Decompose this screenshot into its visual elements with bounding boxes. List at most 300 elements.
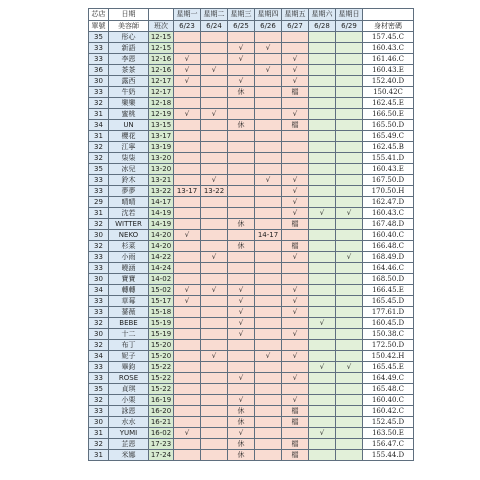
- table-row: [89, 186, 414, 197]
- body-measurement: 166.50.E: [363, 109, 414, 120]
- body-measurement: 166.48.C: [363, 241, 414, 252]
- day-cell: [201, 54, 228, 65]
- staff-number: 33: [89, 87, 109, 98]
- day-cell: 休: [228, 406, 255, 417]
- day-cell: [228, 384, 255, 395]
- body-measurement: 157.45.C: [363, 32, 414, 43]
- day-cell: [255, 384, 282, 395]
- day-cell: [336, 131, 363, 142]
- day-cell: [282, 230, 309, 241]
- staff-name: 茶茶: [109, 65, 149, 76]
- shift-time: 14-22: [149, 252, 174, 263]
- body-measurement: 152.40.D: [363, 76, 414, 87]
- staff-number: 35: [89, 164, 109, 175]
- day-cell: [255, 395, 282, 406]
- day-cell: [309, 285, 336, 296]
- body-measurement: 161.46.C: [363, 54, 414, 65]
- header-blank: [149, 9, 174, 21]
- staff-number: 32: [89, 241, 109, 252]
- day-cell: [255, 32, 282, 43]
- day-cell: [201, 384, 228, 395]
- shift-time: 12-19: [149, 109, 174, 120]
- day-cell: √: [174, 54, 201, 65]
- day-cell: √: [282, 109, 309, 120]
- day-cell: 檔: [282, 406, 309, 417]
- day-cell: [336, 142, 363, 153]
- day-cell: [228, 263, 255, 274]
- day-cell: 14-17: [255, 230, 282, 241]
- staff-number: 32: [89, 439, 109, 450]
- day-cell: [255, 142, 282, 153]
- day-cell: √: [174, 230, 201, 241]
- day-cell: [336, 32, 363, 43]
- staff-number: 32: [89, 142, 109, 153]
- shift-time: 13-19: [149, 142, 174, 153]
- day-cell: [174, 252, 201, 263]
- day-cell: 檔: [282, 219, 309, 230]
- day-cell: [228, 164, 255, 175]
- day-cell: [309, 65, 336, 76]
- day-cell: [282, 153, 309, 164]
- day-cell: √: [228, 307, 255, 318]
- shift-time: 14-19: [149, 219, 174, 230]
- shift-time: 15-20: [149, 351, 174, 362]
- day-cell: √: [201, 65, 228, 76]
- day-cell: [255, 98, 282, 109]
- day-cell: [228, 142, 255, 153]
- body-measurement: 160.45.D: [363, 318, 414, 329]
- table-row: [89, 197, 414, 208]
- staff-number: 36: [89, 65, 109, 76]
- day-cell: [255, 252, 282, 263]
- day-cell: [336, 65, 363, 76]
- staff-number: 32: [89, 153, 109, 164]
- day-cell: √: [282, 65, 309, 76]
- shift-time: 15-22: [149, 362, 174, 373]
- day-cell: [228, 131, 255, 142]
- table-row: [89, 428, 414, 439]
- staff-number: 32: [89, 318, 109, 329]
- day-cell: [255, 120, 282, 131]
- day-cell: [282, 131, 309, 142]
- day-cell: [336, 54, 363, 65]
- staff-name: 櫻花: [109, 131, 149, 142]
- day-cell: [309, 439, 336, 450]
- day-cell: [336, 164, 363, 175]
- table-row: [89, 340, 414, 351]
- header-date-row: [89, 21, 414, 32]
- day-cell: [255, 406, 282, 417]
- day-cell: √: [201, 175, 228, 186]
- day-cell: [255, 450, 282, 461]
- day-cell: √: [336, 362, 363, 373]
- day-cell: 休: [228, 450, 255, 461]
- body-measurement: 170.50.H: [363, 186, 414, 197]
- day-cell: √: [336, 252, 363, 263]
- day-cell: 檔: [282, 120, 309, 131]
- day-cell: [255, 318, 282, 329]
- day-cell: [255, 131, 282, 142]
- day-cell: √: [228, 76, 255, 87]
- day-cell: [282, 384, 309, 395]
- table-row: [89, 98, 414, 109]
- body-measurement: 168.49.D: [363, 252, 414, 263]
- body-measurement: 160.40.C: [363, 395, 414, 406]
- weekday-tue: 星期二: [201, 9, 228, 21]
- day-cell: [336, 76, 363, 87]
- body-measurement: 162.47.D: [363, 197, 414, 208]
- body-measurement: 165.45.D: [363, 296, 414, 307]
- body-measurement: 164.49.C: [363, 373, 414, 384]
- day-cell: [201, 87, 228, 98]
- day-cell: [309, 43, 336, 54]
- staff-number: 33: [89, 252, 109, 263]
- day-cell: [336, 87, 363, 98]
- day-cell: [201, 98, 228, 109]
- day-cell: [282, 32, 309, 43]
- shift-time: 17-24: [149, 450, 174, 461]
- day-cell: [255, 76, 282, 87]
- day-cell: [255, 54, 282, 65]
- day-cell: [309, 153, 336, 164]
- shift-time: 12-17: [149, 76, 174, 87]
- staff-name: 晴晴: [109, 197, 149, 208]
- table-row: [89, 362, 414, 373]
- table-row: [89, 318, 414, 329]
- staff-number: 33: [89, 54, 109, 65]
- day-cell: 休: [228, 241, 255, 252]
- day-cell: [282, 318, 309, 329]
- header-blank-right: [363, 9, 414, 21]
- day-cell: [309, 186, 336, 197]
- day-cell: √: [228, 285, 255, 296]
- day-cell: [255, 329, 282, 340]
- day-cell: [309, 120, 336, 131]
- number-label: 單號: [89, 21, 109, 32]
- day-cell: [282, 274, 309, 285]
- staff-number: 33: [89, 263, 109, 274]
- staff-number: 30: [89, 230, 109, 241]
- body-measurement: 166.45.E: [363, 285, 414, 296]
- body-measurement: 160.43.E: [363, 65, 414, 76]
- day-cell: [309, 32, 336, 43]
- staff-name: 蜜桃: [109, 109, 149, 120]
- staff-number: 33: [89, 307, 109, 318]
- staff-name: 沈若: [109, 208, 149, 219]
- staff-name: 米娜: [109, 450, 149, 461]
- day-cell: [255, 109, 282, 120]
- date-thu: 6/26: [255, 21, 282, 32]
- body-measurement: 162.45.E: [363, 98, 414, 109]
- day-cell: [336, 175, 363, 186]
- day-cell: [201, 428, 228, 439]
- staff-name: 李恩: [109, 54, 149, 65]
- day-cell: [336, 109, 363, 120]
- measure-label: 身材密碼: [363, 21, 414, 32]
- shift-time: 15-18: [149, 307, 174, 318]
- day-cell: [336, 428, 363, 439]
- staff-name: 牛奶: [109, 87, 149, 98]
- day-cell: [201, 263, 228, 274]
- day-cell: [336, 285, 363, 296]
- day-cell: [309, 54, 336, 65]
- day-cell: [336, 439, 363, 450]
- staff-number: 31: [89, 450, 109, 461]
- staff-number: 31: [89, 109, 109, 120]
- weekday-fri: 星期五: [282, 9, 309, 21]
- staff-number: 31: [89, 131, 109, 142]
- date-mon: 6/23: [174, 21, 201, 32]
- staff-name: 轉轉: [109, 285, 149, 296]
- day-cell: [309, 307, 336, 318]
- shift-time: 14-24: [149, 263, 174, 274]
- day-cell: [228, 32, 255, 43]
- body-measurement: 165.50.D: [363, 120, 414, 131]
- day-cell: √: [201, 351, 228, 362]
- day-cell: [282, 142, 309, 153]
- table-row: [89, 439, 414, 450]
- day-cell: [174, 439, 201, 450]
- day-cell: [174, 241, 201, 252]
- day-cell: 檔: [282, 87, 309, 98]
- table-row: [89, 153, 414, 164]
- day-cell: [255, 197, 282, 208]
- day-cell: [201, 76, 228, 87]
- body-measurement: 156.47.C: [363, 439, 414, 450]
- table-row: [89, 296, 414, 307]
- weekday-thu: 星期四: [255, 9, 282, 21]
- body-measurement: 160.43.C: [363, 43, 414, 54]
- day-cell: [255, 362, 282, 373]
- day-cell: 休: [228, 120, 255, 131]
- staff-number: 35: [89, 32, 109, 43]
- shift-time: 17-23: [149, 439, 174, 450]
- day-cell: [336, 296, 363, 307]
- staff-name: 夢夢: [109, 186, 149, 197]
- day-cell: √: [282, 54, 309, 65]
- day-cell: √: [228, 395, 255, 406]
- day-cell: [336, 120, 363, 131]
- staff-name: 樂樂: [109, 98, 149, 109]
- day-cell: [228, 65, 255, 76]
- staff-name: ROSE: [109, 373, 149, 384]
- day-cell: √: [282, 285, 309, 296]
- date-wed: 6/25: [228, 21, 255, 32]
- day-cell: [255, 87, 282, 98]
- staff-name: 小雨: [109, 252, 149, 263]
- staff-name: 十二: [109, 329, 149, 340]
- shift-time: 16-20: [149, 406, 174, 417]
- body-measurement: 172.50.D: [363, 340, 414, 351]
- day-cell: [309, 351, 336, 362]
- day-cell: [309, 252, 336, 263]
- staff-name: BEBE: [109, 318, 149, 329]
- day-cell: √: [282, 373, 309, 384]
- shift-time: 12-17: [149, 87, 174, 98]
- day-cell: [336, 450, 363, 461]
- shift-time: 12-16: [149, 65, 174, 76]
- day-cell: [228, 351, 255, 362]
- day-cell: [336, 241, 363, 252]
- body-measurement: 155.41.D: [363, 153, 414, 164]
- day-cell: [336, 307, 363, 318]
- table-row: [89, 142, 414, 153]
- day-cell: [174, 274, 201, 285]
- day-cell: [336, 373, 363, 384]
- staff-number: 30: [89, 329, 109, 340]
- day-cell: 休: [228, 87, 255, 98]
- day-cell: √: [282, 307, 309, 318]
- day-cell: √: [201, 285, 228, 296]
- day-cell: √: [228, 329, 255, 340]
- day-cell: [201, 153, 228, 164]
- staff-number: 33: [89, 175, 109, 186]
- table-row: [89, 252, 414, 263]
- day-cell: [255, 208, 282, 219]
- day-cell: [201, 373, 228, 384]
- day-cell: [309, 296, 336, 307]
- staff-number: 33: [89, 43, 109, 54]
- table-row: [89, 395, 414, 406]
- day-cell: [174, 87, 201, 98]
- day-cell: [174, 153, 201, 164]
- body-measurement: 165.45.E: [363, 362, 414, 373]
- day-cell: [201, 208, 228, 219]
- day-cell: 休: [228, 219, 255, 230]
- shift-time: 14-02: [149, 274, 174, 285]
- table-row: [89, 373, 414, 384]
- shift-time: 16-19: [149, 395, 174, 406]
- name-label: 美容師: [109, 21, 149, 32]
- staff-number: 35: [89, 384, 109, 395]
- body-measurement: 150.42.H: [363, 351, 414, 362]
- day-cell: [309, 197, 336, 208]
- body-measurement: 160.42.C: [363, 406, 414, 417]
- staff-name: 詠恩: [109, 406, 149, 417]
- staff-name: 露西: [109, 76, 149, 87]
- day-cell: [336, 263, 363, 274]
- day-cell: [174, 164, 201, 175]
- staff-name: 畢鈞: [109, 362, 149, 373]
- shift-time: 15-22: [149, 384, 174, 395]
- day-cell: √: [228, 296, 255, 307]
- day-cell: [255, 307, 282, 318]
- shift-time: 13-21: [149, 175, 174, 186]
- day-cell: [174, 450, 201, 461]
- day-cell: [282, 98, 309, 109]
- day-cell: [336, 219, 363, 230]
- day-cell: [336, 351, 363, 362]
- table-row: [89, 32, 414, 43]
- day-cell: [201, 417, 228, 428]
- day-cell: [309, 230, 336, 241]
- staff-number: 34: [89, 120, 109, 131]
- staff-name: 寶寶: [109, 274, 149, 285]
- day-cell: √: [282, 296, 309, 307]
- day-cell: [309, 450, 336, 461]
- staff-number: 32: [89, 395, 109, 406]
- day-cell: [309, 263, 336, 274]
- shift-time: 15-19: [149, 329, 174, 340]
- day-cell: [282, 263, 309, 274]
- day-cell: [201, 241, 228, 252]
- table-row: [89, 131, 414, 142]
- day-cell: √: [282, 186, 309, 197]
- day-cell: [201, 142, 228, 153]
- table-row: [89, 43, 414, 54]
- body-measurement: 167.50.D: [363, 175, 414, 186]
- shift-time: 13-22: [149, 186, 174, 197]
- shift-time: 12-15: [149, 32, 174, 43]
- day-cell: √: [174, 428, 201, 439]
- schedule-body: [89, 32, 414, 461]
- day-cell: √: [201, 109, 228, 120]
- day-cell: [228, 197, 255, 208]
- day-cell: √: [174, 296, 201, 307]
- day-cell: [255, 274, 282, 285]
- weekday-sat: 星期六: [309, 9, 336, 21]
- staff-number: 33: [89, 362, 109, 373]
- day-cell: [309, 384, 336, 395]
- day-cell: √: [309, 318, 336, 329]
- date-sun: 6/29: [336, 21, 363, 32]
- day-cell: [309, 109, 336, 120]
- weekday-mon: 星期一: [174, 9, 201, 21]
- body-measurement: 168.50.D: [363, 274, 414, 285]
- shift-time: 15-19: [149, 318, 174, 329]
- staff-name: 芷恩: [109, 439, 149, 450]
- day-cell: [336, 384, 363, 395]
- day-cell: [309, 142, 336, 153]
- staff-number: 33: [89, 373, 109, 384]
- day-cell: [336, 406, 363, 417]
- day-cell: [174, 329, 201, 340]
- day-cell: [174, 175, 201, 186]
- header-weekday-row: [89, 9, 414, 21]
- shift-time: 14-20: [149, 230, 174, 241]
- staff-number: 33: [89, 186, 109, 197]
- table-row: [89, 307, 414, 318]
- shift-time: 15-02: [149, 285, 174, 296]
- day-cell: [228, 252, 255, 263]
- day-cell: [228, 98, 255, 109]
- day-cell: [201, 131, 228, 142]
- day-cell: [336, 197, 363, 208]
- day-cell: √: [282, 197, 309, 208]
- day-cell: [309, 241, 336, 252]
- day-cell: [201, 219, 228, 230]
- day-cell: [201, 43, 228, 54]
- day-cell: [174, 208, 201, 219]
- day-cell: √: [282, 76, 309, 87]
- day-cell: [201, 296, 228, 307]
- date-fri: 6/27: [282, 21, 309, 32]
- staff-number: 32: [89, 98, 109, 109]
- shift-time: 16-21: [149, 417, 174, 428]
- body-measurement: 160.43.C: [363, 208, 414, 219]
- day-cell: [201, 197, 228, 208]
- day-cell: [174, 406, 201, 417]
- day-cell: √: [201, 252, 228, 263]
- day-cell: [255, 285, 282, 296]
- table-row: [89, 54, 414, 65]
- staff-name: NEKO: [109, 230, 149, 241]
- day-cell: [309, 417, 336, 428]
- staff-name: 妮子: [109, 351, 149, 362]
- staff-name: WITTER: [109, 219, 149, 230]
- day-cell: [174, 197, 201, 208]
- table-row: [89, 87, 414, 98]
